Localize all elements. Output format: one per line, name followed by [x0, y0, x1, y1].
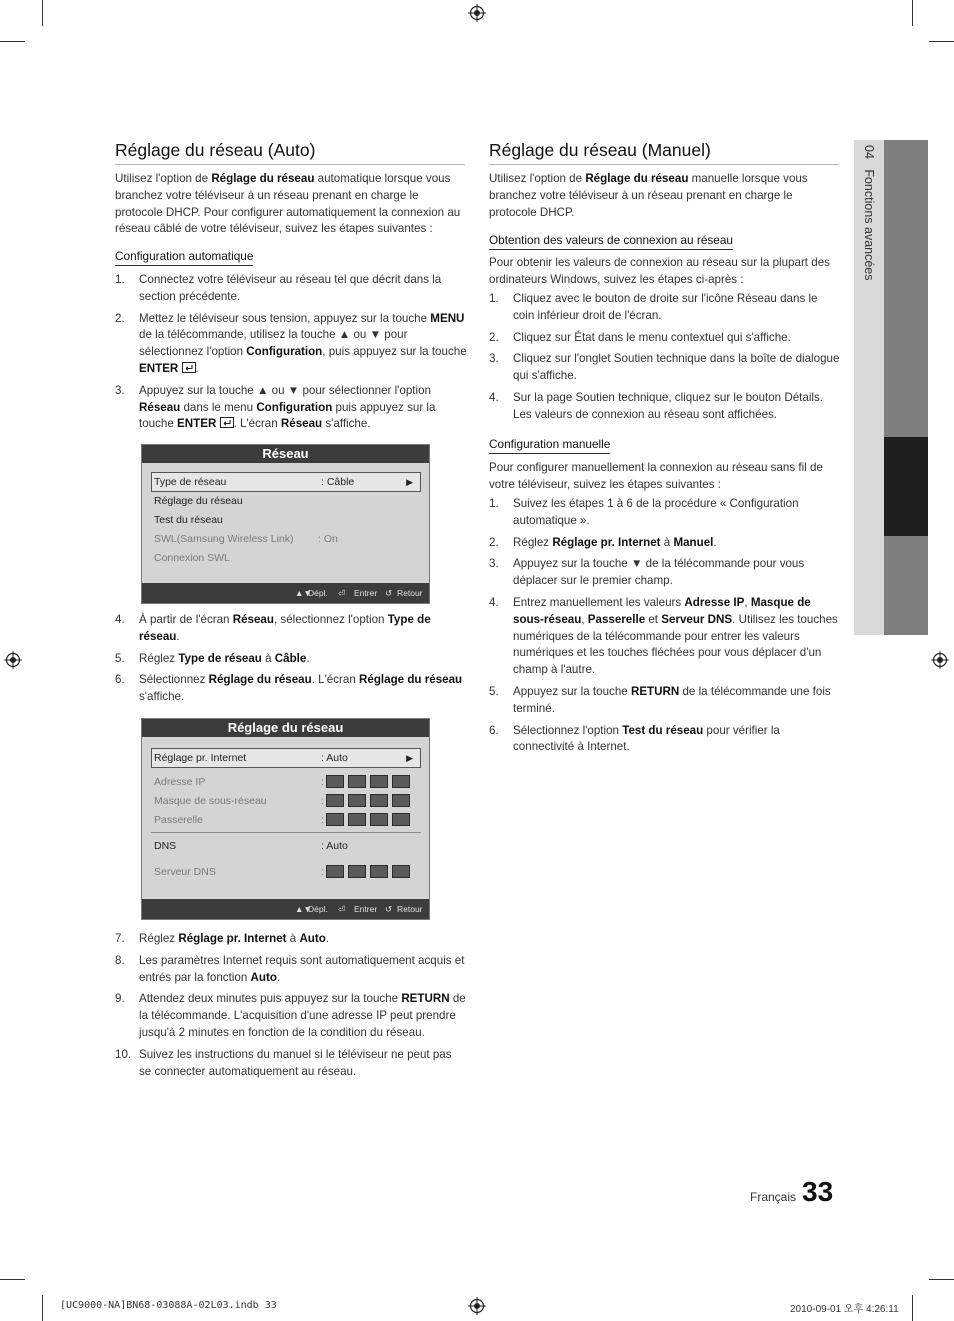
- osd-value: :: [321, 866, 324, 878]
- crop-mark: [912, 1295, 913, 1321]
- osd-item-swl-connection: Connexion SWL: [154, 552, 230, 564]
- subheading-auto-config: Configuration automatique: [115, 249, 253, 266]
- print-file-info: [UC9000-NA]BN68-03088A-02L03.indb 33: [60, 1300, 277, 1311]
- manual-config-text: Pour configurer manuellement la connexion au réseau sans fil de votre téléviseur, suivez les étapes suivantes :: [489, 461, 823, 491]
- list-item: 5. Appuyez sur la touche RETURN de la télécommande une fois terminé.: [489, 684, 831, 715]
- chapter-tab-label: 04 Fonctions avancées: [862, 145, 876, 281]
- gateway-fields: [326, 811, 414, 829]
- enter-key-icon: [220, 417, 234, 428]
- enter-icon: ⏎: [338, 588, 346, 598]
- osd-hint-move: Dépl.: [308, 588, 328, 598]
- osd-item-subnet-mask: Masque de sous-réseau: [154, 795, 267, 807]
- subheading-manual-config: Configuration manuelle: [489, 437, 610, 454]
- osd-item-network-test[interactable]: Test du réseau: [154, 514, 223, 526]
- registration-mark-icon: [468, 4, 486, 22]
- osd-hint-enter: Entrer: [354, 904, 378, 914]
- chapter-strip: [884, 536, 928, 635]
- osd-value: : Auto: [321, 840, 348, 852]
- list-item: 8. Les paramètres Internet requis sont automatiquement acquis et entrés par la fonction Auto.: [115, 953, 465, 984]
- osd-hint-back: Retour: [397, 904, 423, 914]
- list-item: 6. Sélectionnez Réglage du réseau. L'écran Réglage du réseau s'affiche.: [115, 673, 463, 704]
- osd-hint-move: Dépl.: [308, 904, 328, 914]
- osd-item-dns[interactable]: DNS: [154, 840, 177, 852]
- footer-language: Français: [750, 1190, 797, 1204]
- print-timestamp: 2010-09-01 오후 4:26:11: [790, 1304, 899, 1315]
- crop-mark: [929, 1279, 954, 1280]
- list-item: 6. Sélectionnez l'option Test du réseau pour vérifier la connectivité à Internet.: [489, 723, 780, 754]
- osd-hint-back: Retour: [397, 588, 423, 598]
- registration-mark-icon: [4, 651, 22, 669]
- steps-auto-b: [115, 612, 467, 711]
- list-item: 3. Cliquez sur l'onglet Soutien technique dans la boîte de dialogue qui s'affiche.: [489, 352, 840, 383]
- osd-value: : On: [318, 533, 338, 545]
- osd-title: Réseau: [142, 445, 429, 463]
- osd-network-setup-menu: [141, 718, 430, 920]
- osd-item-internet-setup[interactable]: Réglage pr. Internet: [154, 752, 247, 764]
- crop-mark: [929, 41, 954, 42]
- section-title-auto: Réglage du réseau (Auto): [115, 140, 465, 165]
- list-item: 2. Réglez Réglage pr. Internet à Manuel.: [489, 535, 717, 549]
- osd-item-dns-server: Serveur DNS: [154, 866, 216, 878]
- osd-footer: [142, 583, 429, 603]
- chapter-strip: [884, 140, 928, 437]
- intro-manual: Utilisez l'option de Réglage du réseau manuelle lorsque vous branchez votre téléviseur à un réseau prenant en charge le protocole DHCP.: [489, 172, 808, 219]
- registration-mark-icon: [931, 651, 949, 669]
- section-title-manual: Réglage du réseau (Manuel): [489, 140, 839, 165]
- list-item: 4. Entrez manuellement les valeurs Adresse IP, Masque de sous-réseau, Passerelle et Serveur DNS. Utilisez les touches numériques de la télécommande pour entrer les valeurs numériques et les touches fléchées pour vous déplacer d'un champ à l'autre.: [489, 595, 838, 677]
- updown-arrow-icon: ▲▼: [295, 588, 312, 598]
- return-icon: ↺: [385, 588, 393, 598]
- crop-mark: [912, 0, 913, 26]
- crop-mark: [0, 41, 25, 42]
- steps-obtain-values: [489, 291, 841, 429]
- list-item: 1. Cliquez avec le bouton de droite sur l'icône Réseau dans le coin inférieur droit de l'écran.: [489, 292, 818, 322]
- osd-value: :: [321, 776, 324, 788]
- osd-item-network-type[interactable]: Type de réseau: [154, 476, 227, 488]
- crop-mark: [0, 1279, 25, 1280]
- osd-value: :: [321, 795, 324, 807]
- steps-manual-config: [489, 496, 841, 761]
- osd-hint-enter: Entrer: [354, 588, 378, 598]
- list-item: 7. Réglez Réglage pr. Internet à Auto.: [115, 932, 330, 945]
- list-item: 2. Mettez le téléviseur sous tension, appuyez sur la touche MENU de la télécommande, utilisez la touche ▲ ou ▼ pour sélectionnez l'option Configuration, puis appuyez sur la touche ENTER .: [115, 311, 467, 375]
- page-number: 33: [802, 1176, 834, 1207]
- list-item: 4. À partir de l'écran Réseau, sélectionnez l'option Type de réseau.: [115, 613, 431, 643]
- osd-footer: [142, 899, 429, 919]
- enter-icon: ⏎: [338, 904, 346, 914]
- osd-value: : Auto: [321, 752, 348, 764]
- osd-value: :: [321, 814, 324, 826]
- ip-address-fields: [326, 773, 414, 791]
- arrow-right-icon: ▶: [406, 753, 413, 763]
- list-item: 3. Appuyez sur la touche ▼ de la télécommande pour vous déplacer sur le premier champ.: [489, 557, 805, 588]
- dns-server-fields: [326, 863, 414, 881]
- osd-item-network-setup[interactable]: Réglage du réseau: [154, 495, 243, 507]
- osd-item-ip-address: Adresse IP: [154, 776, 206, 788]
- chapter-strip-active: [884, 437, 928, 536]
- intro-auto: Utilisez l'option de Réglage du réseau automatique lorsque vous branchez votre téléviseur à un réseau prenant en charge le protocole DHCP. Pour configurer automatiquement la connexion au réseau câblé de votre téléviseur, suivez les étapes suivantes :: [115, 172, 461, 236]
- osd-network-menu: [141, 444, 430, 604]
- osd-value: : Câble: [321, 476, 355, 488]
- list-item: 9. Attendez deux minutes puis appuyez sur la touche RETURN de la télécommande. L'acquisition d'une adresse IP peut prendre jusqu'à 2 minutes en fonction de la condition du réseau.: [115, 992, 466, 1039]
- crop-mark: [42, 0, 43, 26]
- list-item: 10. Suivez les instructions du manuel si le téléviseur ne peut pas se connecter automatiquement au réseau.: [115, 1047, 452, 1078]
- list-item: 3. Appuyez sur la touche ▲ ou ▼ pour sélectionner l'option Réseau dans le menu Configuration puis appuyez sur la touche ENTER . L'écran Réseau s'affiche.: [115, 383, 436, 431]
- steps-auto-a: [115, 272, 467, 438]
- osd-item-swl: SWL(Samsung Wireless Link): [154, 533, 294, 545]
- osd-divider: [151, 832, 421, 833]
- list-item: 4. Sur la page Soutien technique, cliquez sur le bouton Détails. Les valeurs de connexion au réseau sont affichées.: [489, 390, 824, 421]
- enter-key-icon: [182, 362, 196, 373]
- return-icon: ↺: [385, 904, 393, 914]
- steps-auto-c: [115, 931, 467, 1085]
- arrow-right-icon: ▶: [406, 477, 413, 487]
- list-item: 1. Suivez les étapes 1 à 6 de la procédure « Configuration automatique ».: [489, 497, 799, 527]
- obtain-values-text: Pour obtenir les valeurs de connexion au réseau sur la plupart des ordinateurs Windows, suivez les étapes ci-après :: [489, 256, 830, 286]
- subheading-obtain-values: Obtention des valeurs de connexion au réseau: [489, 233, 733, 250]
- subnet-mask-fields: [326, 792, 414, 810]
- list-item: 1. Connectez votre téléviseur au réseau tel que décrit dans la section précédente.: [115, 273, 442, 303]
- osd-title: Réglage du réseau: [142, 719, 429, 737]
- updown-arrow-icon: ▲▼: [295, 904, 312, 914]
- list-item: 2. Cliquez sur État dans le menu contextuel qui s'affiche.: [489, 330, 791, 344]
- registration-mark-icon: [468, 1297, 486, 1315]
- osd-item-gateway: Passerelle: [154, 814, 204, 826]
- crop-mark: [42, 1295, 43, 1321]
- list-item: 5. Réglez Type de réseau à Câble.: [115, 651, 310, 665]
